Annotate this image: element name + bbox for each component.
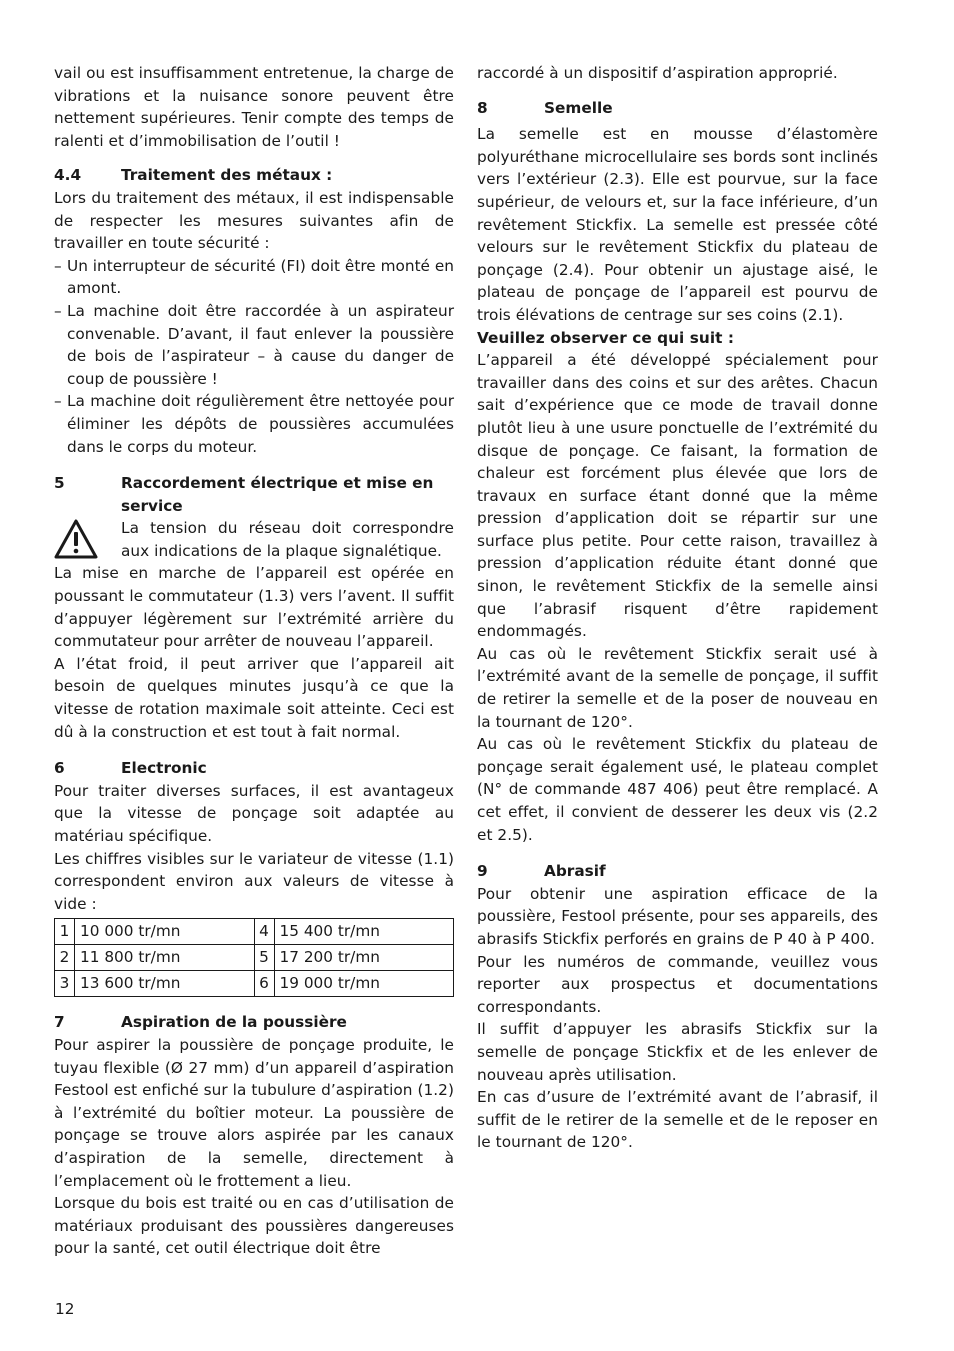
table-cell: 3 (55, 971, 75, 997)
list-item: – Un interrupteur de sécurité (FI) doit être monté en amont. (54, 255, 454, 300)
table-cell: 4 (254, 919, 274, 945)
section-number: 8 (477, 98, 488, 117)
paragraph: Les chiffres visibles sur le variateur de vitesse (1.1) correspondent environ aux valeurs de vitesse à vide : (54, 849, 454, 913)
warning-triangle-icon (54, 519, 98, 559)
table-row (55, 919, 454, 945)
section-number: 4.4 (54, 166, 82, 185)
section-6-heading (54, 757, 454, 780)
intro-paragraph: vail ou est insuffisamment entretenue, la charge de vibrations et la nuisance sonore peuvent être nettement supérieures. Tenir compte des temps de ralenti et d’immobilisation de l’outil ! (54, 64, 454, 150)
paragraph: La mise en marche de l’appareil est opérée en poussant le commutateur (1.3) vers l’avent. Il suffit d’appuyer légèrement sur l’extrémité arrière du commutateur pour arrêter de nouveau l’appareil. (54, 564, 454, 651)
section-number: 5 (54, 474, 65, 493)
paragraph: Pour traiter diverses surfaces, il est avantageux que la vitesse de ponçage soit adaptée au matériau spécifique. (54, 781, 454, 845)
table-row (55, 971, 454, 997)
section-8-heading (477, 97, 878, 120)
warning-text: La tension du réseau doit correspondre aux indications de la plaque signalétique. (121, 519, 454, 560)
paragraph: A l’état froid, il peut arriver que l’appareil ait besoin de quelques minutes jusqu’à ce que la vitesse de rotation maximale soit atteinte. Ceci est dû à la construction et est tout à fait normal. (54, 654, 454, 741)
paragraph: Lorsque du bois est traité ou en cas d’utilisation de matériaux produisant des poussières dangereuses pour la santé, cet outil électrique doit être (54, 1194, 454, 1258)
table-cell: 13 600 tr/mn (75, 971, 255, 997)
speed-table (54, 918, 454, 997)
table-cell: 15 400 tr/mn (274, 919, 454, 945)
section-4-4-heading (54, 164, 454, 187)
paragraph: Pour obtenir une aspiration efficace de la poussière, Festool présente, pour ses appareils, des abrasifs Stickfix perforés en grains de P 40 à P 400. (477, 884, 878, 948)
section-number: 9 (477, 862, 488, 881)
paragraph: Au cas où le revêtement Stickfix du plateau de ponçage serait également usé, le plateau complet (N° de commande 487 406) peut être remplacé. A cet effet, il convient de desserer les deux vis (2.2 et 2.5). (477, 735, 878, 844)
table-cell: 10 000 tr/mn (75, 919, 255, 945)
paragraph: La semelle est en mousse d’élastomère polyuréthane microcellulaire ses bords sont inclinés vers l’extérieur (2.3). Elle est pourvue, sur la face supérieur, de velours et, sur la face inférieure, d’un revêtement Stickfix. La semelle est pressée côté velours sur le revêtement Stickfix du plateau de ponçage (2.4). Pour obtenir un ajustage aisé, le plateau de ponçage de l’appareil est pourvu de trois élévations de centrage sur ses coins (2.1). (477, 125, 878, 324)
paragraph: Au cas où le revêtement Stickfix serait usé à l’extrémité avant de la semelle de ponçage, il suffit de retirer la semelle et de la poser de nouveau en la tournant de 120°. (477, 644, 878, 731)
paragraph: Lors du traitement des métaux, il est indispensable de respecter les mesures suivantes afin de travailler en toute sécurité : (54, 188, 454, 253)
section-title: Aspiration de la poussière (121, 1013, 347, 1032)
list-item: – La machine doit être raccordée à un aspirateur convenable. D’avant, il faut enlever la poussière de bois de l’aspirateur – à cause du danger de coup de poussière ! (54, 300, 454, 390)
list-item: – La machine doit régulièrement être nettoyée pour éliminer les dépôts de poussières accumulées dans le corps du moteur. (54, 390, 454, 458)
section-number: 6 (54, 759, 65, 778)
page-number: 12 (55, 1300, 75, 1318)
section-title: Traitement des métaux : (121, 166, 333, 185)
section-title: Electronic (121, 759, 207, 778)
table-row (55, 945, 454, 971)
table-cell: 6 (254, 971, 274, 997)
table-cell: 19 000 tr/mn (274, 971, 454, 997)
section-5-heading (54, 472, 454, 517)
paragraph: En cas d’usure de l’extrémité avant de l’abrasif, il suffit de le retirer de la semelle et de le reposer en le tournant de 120°. (477, 1088, 878, 1152)
table-cell: 2 (55, 945, 75, 971)
right-column (477, 62, 878, 1154)
section-number: 7 (54, 1013, 65, 1032)
left-column (54, 62, 454, 1260)
section-title: Semelle (544, 98, 613, 117)
section-title: Raccordement électrique et mise en service (121, 474, 434, 515)
paragraph: L’appareil a été développé spécialement pour travailler dans des coins et sur des arêtes. Chacun sait d’expérience que ce mode de travail donne plutôt lieu à une usure ponctuelle de l’extrémité du disque de ponçage. Ce faisant, la formation de chaleur est forcément plus élevée que lors de travaux en surface étant donné que la même pression d’application doit se répartir sur une surface plus petite. Pour cette raison, travaillez à pression d’application réduite étant donné que sinon, le revêtement Stickfix de la semelle ainsi que l’abrasif risquent d’être rapidement endommagés. (477, 351, 878, 641)
continuation-paragraph: raccordé à un dispositif d’aspiration approprié. (477, 64, 838, 82)
section-9-heading (477, 860, 878, 883)
table-cell: 5 (254, 945, 274, 971)
table-cell: 11 800 tr/mn (75, 945, 255, 971)
paragraph: Pour les numéros de commande, veuillez vous reporter aux prospectus et documentations correspondants. (477, 952, 878, 1016)
safety-list (54, 255, 454, 458)
section-7-heading (54, 1011, 454, 1034)
paragraph: Pour aspirer la poussière de ponçage produite, le tuyau flexible (Ø 27 mm) d’un appareil d’aspiration Festool est enfiché sur la tubulure d’aspiration (1.2) à l’extrémité du boîtier moteur. La poussière de ponçage se trouve alors aspirée par les canaux d’aspiration de la semelle, directement à l’emplacement où le frottement a lieu. (54, 1035, 454, 1190)
warning-block (54, 517, 454, 562)
section-title: Abrasif (544, 862, 606, 881)
table-cell: 17 200 tr/mn (274, 945, 454, 971)
paragraph: Il suffit d’appuyer les abrasifs Stickfix sur la semelle de ponçage Stickfix et de les enlever de nouveau après utilisation. (477, 1020, 878, 1084)
subheading: Veuillez observer ce qui suit : (477, 328, 735, 347)
table-cell: 1 (55, 919, 75, 945)
